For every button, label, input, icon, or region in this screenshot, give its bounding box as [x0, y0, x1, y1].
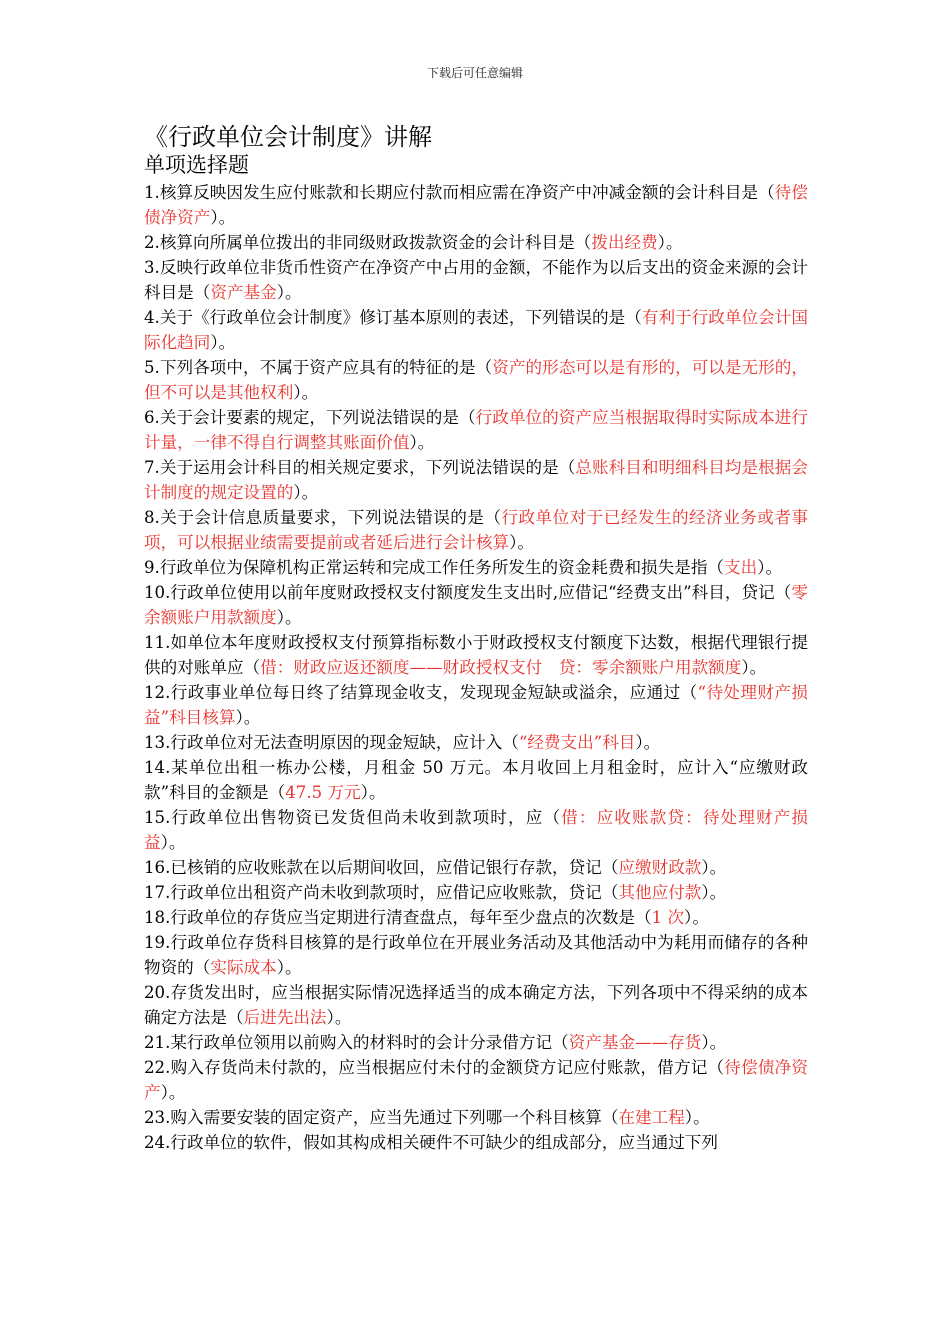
- question-item: [144, 805, 808, 855]
- question-text: 16.已核销的应收账款在以后期间收回，应借记银行存款，贷记（: [144, 858, 619, 877]
- question-item: [144, 905, 808, 930]
- question-closing: ）。: [160, 1083, 186, 1102]
- document-body: [144, 122, 808, 1155]
- question-item: [144, 1105, 808, 1130]
- answer-text: 待偿债净资产: [144, 183, 808, 227]
- answer-text: 资产基金——存货: [568, 1033, 702, 1052]
- question-closing: ）。: [360, 783, 386, 802]
- question-closing: ）。: [701, 883, 727, 902]
- answer-text: 借：财政应返还额度——财政授权支付 贷：零余额账户用款额度: [260, 658, 742, 677]
- question-text: 9.行政单位为保障机构正常运转和完成工作任务所发生的资金耗费和损失是指（: [144, 558, 725, 577]
- question-closing: ）。: [293, 383, 319, 402]
- answer-text: 零余额账户用款额度: [144, 583, 808, 627]
- question-closing: ）。: [409, 433, 435, 452]
- question-item: [144, 680, 808, 730]
- answer-text: 应缴财政款: [618, 858, 702, 877]
- question-text: 15.行政单位出售物资已发货但尚未收到款项时，应（: [144, 808, 562, 827]
- question-item: [144, 180, 808, 230]
- question-item: [144, 980, 808, 1030]
- question-text: 21.某行政单位领用以前购入的材料时的会计分录借方记（: [144, 1033, 569, 1052]
- question-item: [144, 1130, 808, 1155]
- question-closing: ）。: [684, 1108, 710, 1127]
- answer-text: 行政单位的资产应当根据取得时实际成本进行计量，一律不得自行调整其账面价值: [144, 408, 808, 452]
- question-closing: ）。: [276, 283, 302, 302]
- question-closing: ）。: [657, 233, 683, 252]
- answer-text: 在建工程: [618, 1108, 685, 1127]
- question-item: [144, 855, 808, 880]
- question-closing: ）。: [210, 333, 236, 352]
- question-text: 3.反映行政单位非货币性资产在净资产中占用的金额，不能作为以后支出的资金来源的会计科目是（: [144, 258, 808, 302]
- question-closing: ）。: [635, 733, 661, 752]
- question-item: [144, 730, 808, 755]
- question-text: 12.行政事业单位每日终了结算现金收支，发现现金短缺或溢余，应通过（: [144, 683, 698, 702]
- answer-text: 47.5 万元: [285, 783, 361, 802]
- question-item: [144, 930, 808, 980]
- question-item: [144, 880, 808, 905]
- question-item: [144, 1055, 808, 1105]
- question-text: 23.购入需要安装的固定资产，应当先通过下列哪一个科目核算（: [144, 1108, 619, 1127]
- question-list: [144, 180, 808, 1155]
- question-text: 13.行政单位对无法查明原因的现金短缺，应计入（: [144, 733, 519, 752]
- answer-text: 实际成本: [210, 958, 277, 977]
- question-closing: ）。: [741, 658, 767, 677]
- answer-text: 1 次: [651, 908, 685, 927]
- question-text: 17.行政单位出租资产尚未收到款项时，应借记应收账款，贷记（: [144, 883, 619, 902]
- answer-text: 拨出经费: [591, 233, 658, 252]
- question-item: [144, 505, 808, 555]
- question-item: [144, 630, 808, 680]
- question-closing: ）。: [276, 608, 302, 627]
- answer-text: 待偿债净资产: [144, 1058, 809, 1102]
- question-text: 22.购入存货尚未付款的，应当根据应付未付的金额贷方记应付账款，借方记（: [144, 1058, 725, 1077]
- answer-text: 行政单位对于已经发生的经济业务或者事项，可以根据业绩需要提前或者延后进行会计核算: [144, 508, 808, 552]
- question-text: 5.下列各项中，不属于资产应具有的特征的是（: [144, 358, 493, 377]
- question-closing: ）。: [235, 708, 261, 727]
- question-text: 8.关于会计信息质量要求，下列说法错误的是（: [144, 508, 502, 527]
- question-text: 6.关于会计要素的规定，下列说法错误的是（: [144, 408, 476, 427]
- answer-text: 后进先出法: [243, 1008, 327, 1027]
- question-closing: ）。: [509, 533, 534, 552]
- question-closing: ）。: [326, 1008, 352, 1027]
- question-text: 18.行政单位的存货应当定期进行清查盘点，每年至少盘点的次数是（: [144, 908, 652, 927]
- question-closing: ）。: [293, 483, 319, 502]
- question-item: [144, 355, 808, 405]
- answer-text: 资产基金: [210, 283, 277, 302]
- question-text: 20.存货发出时，应当根据实际情况选择适当的成本确定方法，下列各项中不得采纳的成本确定方法是（: [144, 983, 808, 1027]
- question-text: 10.行政单位使用以前年度财政授权支付额度发生支出时,应借记“经费支出”科目，贷记（: [144, 583, 792, 602]
- question-item: [144, 305, 808, 355]
- question-text: 14.某单位出租一栋办公楼，月租金 50 万元。本月收回上月租金时，应计入“应缴财政款”科目的金额是（: [144, 758, 808, 802]
- answer-text: 有利于行政单位会计国际化趋同: [144, 308, 808, 352]
- page-header: 下载后可任意编辑: [426, 66, 523, 80]
- question-item: [144, 1030, 808, 1055]
- answer-text: 总账科目和明细科目均是根据会计制度的规定设置的: [144, 458, 808, 502]
- question-item: [144, 555, 808, 580]
- question-text: 24.行政单位的软件，假如其构成相关硬件不可缺少的组成部分，应当通过下列: [144, 1133, 718, 1152]
- question-text: 2.核算向所属单位拨出的非同级财政拨款资金的会计科目是（: [144, 233, 592, 252]
- question-item: [144, 255, 808, 305]
- question-item: [144, 405, 808, 455]
- document-title: 《行政单位会计制度》讲解: [144, 123, 432, 151]
- question-text: 19.行政单位存货科目核算的是行政单位在开展业务活动及其他活动中为耗用而储存的各种物资的（: [144, 933, 808, 977]
- question-text: 4.关于《行政单位会计制度》修订基本原则的表述，下列错误的是（: [144, 308, 642, 327]
- section-heading: 单项选择题: [144, 153, 249, 177]
- question-closing: ）。: [210, 208, 236, 227]
- question-closing: ）。: [757, 558, 783, 577]
- question-closing: ）。: [160, 833, 186, 852]
- question-closing: ）。: [684, 908, 709, 927]
- question-text: 7.关于运用会计科目的相关规定要求，下列说法错误的是（: [144, 458, 576, 477]
- answer-text: “待处理财产损益”科目核算: [144, 683, 809, 727]
- answer-text: 其他应付款: [618, 883, 702, 902]
- question-closing: ）。: [276, 958, 302, 977]
- question-closing: ）。: [701, 1033, 727, 1052]
- question-closing: ）。: [701, 858, 727, 877]
- question-item: [144, 455, 808, 505]
- answer-text: 资产的形态可以是有形的，可以是无形的，但不可以是其他权利: [144, 358, 808, 402]
- question-text: 11.如单位本年度财政授权支付预算指标数小于财政授权支付额度下达数，根据代理银行提供的对账单应（: [144, 633, 808, 677]
- question-item: [144, 755, 808, 805]
- question-item: [144, 580, 808, 630]
- question-item: [144, 230, 808, 255]
- question-text: 1.核算反映因发生应付账款和长期应付款而相应需在净资产中冲减金额的会计科目是（: [144, 183, 775, 202]
- answer-text: 支出: [724, 558, 758, 577]
- answer-text: “经费支出”科目: [518, 733, 636, 752]
- answer-text: 借：应收账款贷：待处理财产损益: [144, 808, 808, 852]
